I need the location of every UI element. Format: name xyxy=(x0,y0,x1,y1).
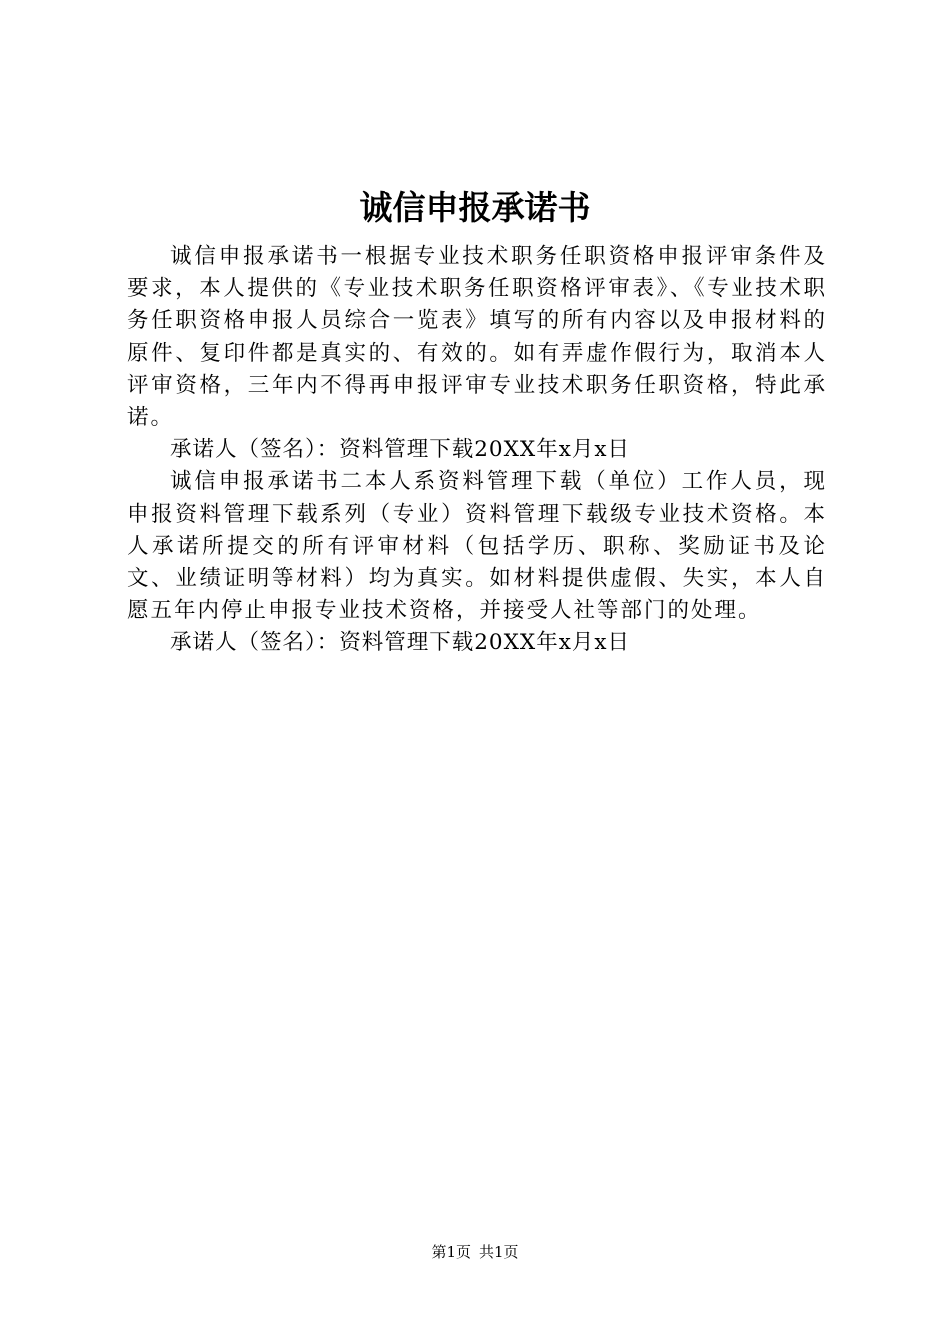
signature-line-two: 承诺人（签名）：资料管理下载20XX年x月x日 xyxy=(170,630,630,656)
paragraph-commitment-one: 诚信申报承诺书一根据专业技术职务任职资格申报评审条件及要求，本人提供的《专业技术职务任职资格评审表》、《专业技术职务任职资格申报人员综合一览表》填写的所有内容以及申报材料的原件、复印件都是真实的、有效的。如有弄虚作假行为，取消本人评审资格，三年内不得再申报评审专业技术职务任职资格，特此承诺。 xyxy=(127,244,827,431)
page-total: 共1页 xyxy=(479,1243,519,1261)
page-number: 第1页 xyxy=(431,1243,471,1261)
document-body xyxy=(127,241,827,660)
signature-line-one: 承诺人（签名）：资料管理下载20XX年x月x日 xyxy=(170,437,630,463)
page-footer xyxy=(0,1241,950,1263)
document-title: 诚信申报承诺书 xyxy=(359,188,591,227)
paragraph-commitment-two: 诚信申报承诺书二本人系资料管理下载（单位）工作人员，现申报资料管理下载系列（专业）资料管理下载级专业技术资格。本人承诺所提交的所有评审材料（包括学历、职称、奖励证书及论文、业绩证明等材料）均为真实。如材料提供虚假、失实，本人自愿五年内停止申报专业技术资格，并接受人社等部门的处理。 xyxy=(127,469,827,624)
